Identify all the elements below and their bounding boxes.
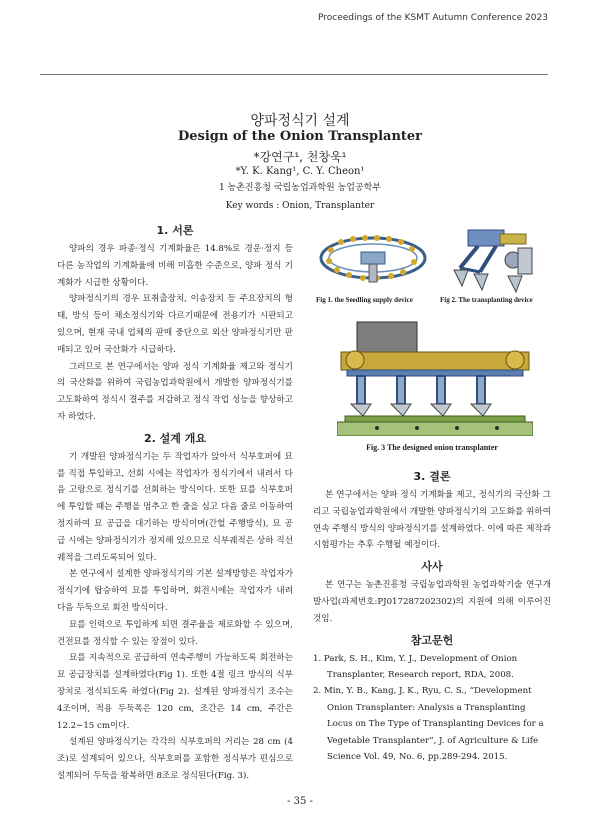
figure-designed-transplanter bbox=[337, 316, 533, 436]
section-heading-ack: 사사 bbox=[421, 560, 443, 574]
design-paragraph: 본 연구에서 설계한 양파정식기의 기본 설계방향은 작업자가 정식기에 탑승하여 묘를 투입하며, 회전시에는 작업자가 내려 다음 두둑으로 회전 방식이다. bbox=[57, 569, 293, 613]
authors-korean: *강연구¹, 천창욱¹ bbox=[253, 150, 347, 164]
design-paragraph: 설계된 양파정식기는 각각의 식부호퍼의 거리는 28 cm (4조)로 설계되어 있으나, 식부호퍼를 포함한 정식부가 편심으로 설계되어 두둑을 왕복하면 8조로 정식된다(Fig. 3). bbox=[57, 737, 293, 781]
section-heading-conclusion: 3. 결론 bbox=[413, 470, 451, 483]
conclusion-paragraph: 본 연구에서는 양파 정식 기계화율 제고, 정식기의 국산화 그리고 국립농업과학원에서 개발한 양파정식기의 고도화를 위하여 연속 주행식 방식의 양파정식기를 설계하였다. 이에 따른 제작과 시험평가는 추후 수행될 예정이다. bbox=[313, 490, 551, 551]
fig1-caption: Fig 1. the Seedling supply device bbox=[316, 296, 413, 304]
reference-item: 2. Min, Y. B., Kang, J. K., Ryu, C. S., “Development Onion Transplanter: Analysis a Transplanting Locus on The Type of Transplanting Devices for a Vegetable Transplanter”, J. of Agriculture & Life Science Vol. 49, No. 6, pp.289-294. 2015. bbox=[313, 686, 544, 763]
intro-paragraph: 그러므로 본 연구에서는 양파 정식 기계화율 제고와 정식기의 국산화를 위하여 국립농업과학원에서 개발한 양파정식기를 고도화하여 정식시 결주를 저감하고 정식 작업 성능을 향상하고자 하였다. bbox=[57, 361, 293, 422]
proceedings-header: Proceedings of the KSMT Autumn Conference 2023 bbox=[317, 13, 548, 23]
figure-seedling-supply-device bbox=[313, 228, 433, 290]
left-column bbox=[57, 222, 293, 785]
design-paragraph: 묘를 지속적으로 공급하여 연속주행이 가능하도록 회전하는 묘 공급장치를 설계하였다(Fig 1). 또한 4절 링크 방식의 식부장치로 정식되도록 하였다(Fig 2). 설계된 양파정식기 조수는 4조이며, 적용 두둑폭은 120 cm, 조간은 14 cm, 주간은 12.2∼15 cm이다. bbox=[57, 653, 293, 731]
header-rule bbox=[40, 74, 548, 75]
title-korean: 양파정식기 설계 bbox=[250, 113, 350, 129]
ack-paragraph: 본 연구는 농촌진흥청 국립농업과학원 농업과학기술 연구개발사업(과제번호:PJ017287202302)의 지원에 의해 이루어진 것임. bbox=[313, 580, 551, 624]
fig2-caption: Fig 2. The transplanting device bbox=[440, 296, 533, 304]
right-column bbox=[313, 468, 551, 765]
section-heading-references: 참고문헌 bbox=[410, 633, 454, 647]
intro-paragraph: 양파의 경우 파종·정식 기계화율은 14.8%로 경운·정지 등 다른 농작업의 기계화율에 비해 미흡한 수준으로, 양파 정식 기계화가 시급한 상황이다. bbox=[57, 244, 293, 288]
fig3-caption: Fig. 3 The designed onion transplanter bbox=[366, 443, 498, 452]
figure-transplanting-device bbox=[438, 226, 538, 296]
keywords: Key words : Onion, Transplanter bbox=[225, 201, 375, 211]
design-paragraph: 기 개발된 양파정식기는 두 작업자가 앉아서 식부호퍼에 묘를 직접 투입하고, 선회 시에는 작업자가 정식기에서 내려서 다음 고랑으로 정식기를 선회하는 방식이다. 또한 묘를 식부호퍼에 투입할 때는 주행을 멈추고 한 줄을 심고 다음 줄로 이동하여 정지하여 묘 공급을 대기하는 방식이며(간헐 주행방식), 묘 공급 시에는 양파정식기가 정지해 있으므로 식부궤적은 상하 직선궤적을 그리도록되어 있다. bbox=[57, 451, 293, 563]
page-number: - 35 - bbox=[287, 796, 313, 807]
authors-english: *Y. K. Kang¹, C. Y. Cheon¹ bbox=[235, 166, 365, 177]
title-english: Design of the Onion Transplanter bbox=[177, 129, 423, 144]
reference-item: 1. Park, S. H., Kim, Y. J., Development of Onion Transplanter, Research report, RDA, 2008. bbox=[313, 653, 518, 680]
intro-paragraph: 양파정식기의 경우 묘취출장치, 이송장치 등 주요장치의 형태, 방식 등이 채소정식기와 다르기때문에 전용기가 시판되고 있으며, 현재 국내 업체의 판매 중단으로 외산 양파정식기만 판매되고 있어 국산화가 시급하다. bbox=[57, 294, 293, 355]
section-heading-intro: 1. 서론 bbox=[156, 224, 194, 237]
design-paragraph: 묘를 인력으로 투입하게 되면 결주율을 제로화할 수 있으며, 건전묘를 정식할 수 있는 장점이 있다. bbox=[57, 619, 293, 647]
section-heading-design: 2. 설계 개요 bbox=[144, 431, 206, 445]
affiliation: 1 농촌진흥청 국립농업과학원 농업공학부 bbox=[218, 183, 382, 193]
